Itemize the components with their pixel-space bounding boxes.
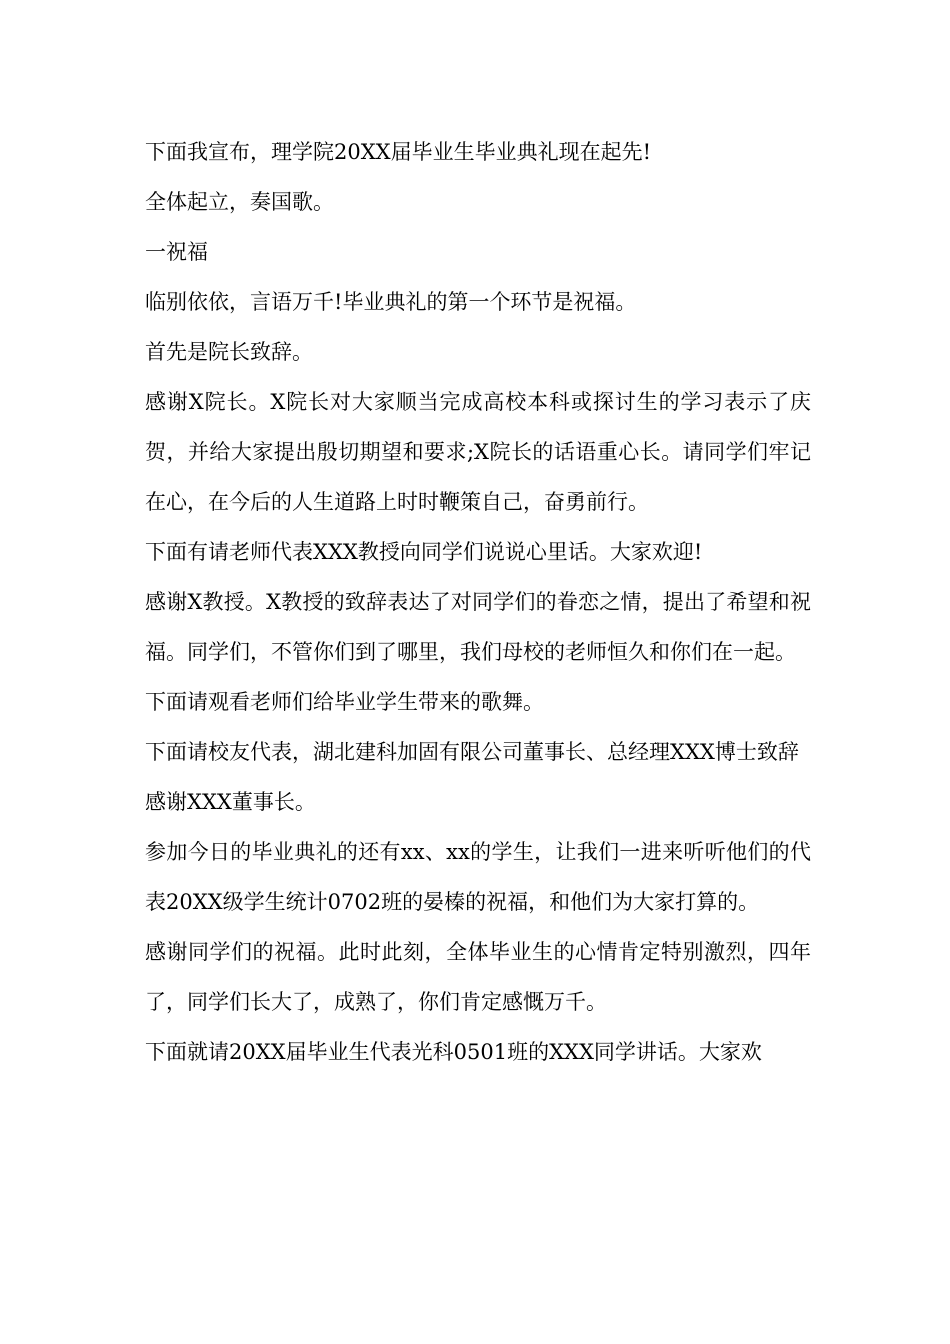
- paragraph-thanks-chairman: 感谢XXX董事长。: [145, 790, 316, 814]
- paragraph-national-anthem: 全体起立，奏国歌。: [145, 190, 334, 214]
- paragraph-teacher-representative: 下面有请老师代表XXX教授向同学们说说心里话。大家欢迎!: [145, 540, 703, 564]
- paragraph-teacher-performance: 下面请观看老师们给毕业学生带来的歌舞。: [145, 690, 544, 714]
- paragraph-dean-speech: 首先是院长致辞。: [145, 340, 313, 364]
- paragraph-thanks-dean: 感谢X院长。X院长对大家顺当完成高校本科或探讨生的学习表示了庆贺，并给大家提出殷切期望和要求;X院长的话语重心长。请同学们牢记在心，在今后的人生道路上时时鞭策自己，奋勇前行。: [145, 390, 811, 514]
- paragraph-blessing-intro: 临别依依，言语万千!毕业典礼的第一个环节是祝福。: [145, 290, 637, 314]
- paragraph-student-blessing: 参加今日的毕业典礼的还有xx、xx的学生，让我们一进来听听他们的代表20XX级学生统计0702班的晏榛的祝福，和他们为大家打算的。: [145, 840, 811, 914]
- document-body: [145, 127, 811, 1077]
- paragraph-thanks-professor: 感谢X教授。X教授的致辞表达了对同学们的眷恋之情，提出了希望和祝福。同学们，不管你们到了哪里，我们母校的老师恒久和你们在一起。: [145, 590, 811, 664]
- paragraph-opening: 下面我宣布，理学院20XX届毕业生毕业典礼现在起先!: [145, 140, 652, 164]
- paragraph-alumni-representative: 下面请校友代表，湖北建科加固有限公司董事长、总经理XXX博士致辞: [145, 740, 799, 764]
- paragraph-thanks-students: 感谢同学们的祝福。此时此刻，全体毕业生的心情肯定特别激烈，四年了，同学们长大了，成熟了，你们肯定感慨万千。: [145, 940, 811, 1014]
- section-heading-blessing: 一祝福: [145, 240, 208, 264]
- paragraph-graduate-representative: 下面就请20XX届毕业生代表光科0501班的XXX同学讲话。大家欢: [145, 1040, 762, 1064]
